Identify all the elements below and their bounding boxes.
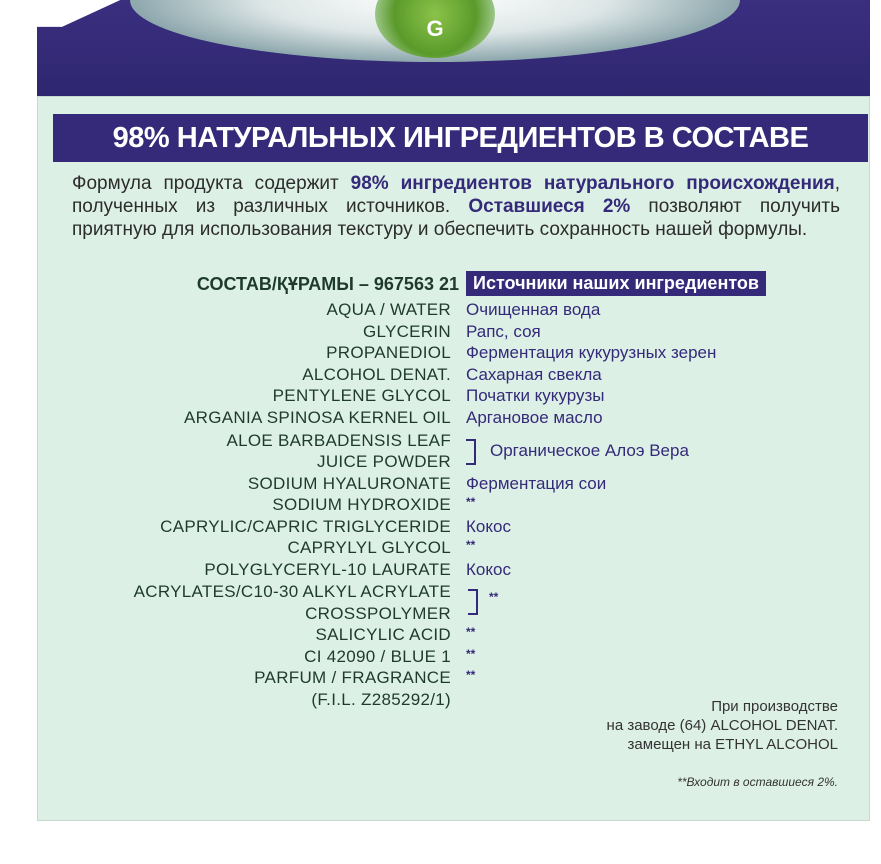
ingredient-name: CAPRYLIC/CAPRIC TRIGLYCERIDE [160, 517, 451, 536]
ingredient-source: Очищенная вода [466, 300, 601, 319]
intro-text-2: , полученных из различных источников. [72, 173, 840, 217]
note-line: При производстве [711, 698, 838, 715]
note-line: замещен на ETHYL ALCOHOL [627, 736, 838, 753]
intro-bold-2: Оставшиеся 2% [468, 196, 631, 217]
ingredient-name: AQUA / WATER [326, 300, 451, 319]
title-banner: 98% НАТУРАЛЬНЫХ ИНГРЕДИЕНТОВ В СОСТАВЕ [53, 114, 868, 162]
sources-header: Источники наших ингредиентов [466, 271, 766, 296]
ingredient-source: ** [466, 647, 476, 661]
ingredient-name: ARGANIA SPINOSA KERNEL OIL [184, 408, 451, 427]
ingredient-name: CROSSPOLYMER [305, 604, 451, 623]
ingredient-name: ACRYLATES/C10-30 ALKYL ACRYLATE [133, 582, 451, 601]
ingredient-name: PENTYLENE GLYCOL [272, 386, 451, 405]
group-bracket [468, 589, 478, 615]
intro-text-3: позволяют получить приятную для использования текстуру и обеспечить сохранность нашей формулы. [72, 196, 840, 240]
acrylates-source: ** [489, 590, 499, 604]
footnote: **Входит в оставшиеся 2%. [677, 775, 838, 789]
ingredient-name: CI 42090 / BLUE 1 [304, 647, 451, 666]
ingredient-source: ** [466, 625, 476, 639]
batch-code: (F.I.L. Z285292/1) [311, 690, 451, 709]
ingredient-name: PARFUM / FRAGRANCE [254, 668, 451, 687]
ingredient-source: Сахарная свекла [466, 365, 602, 384]
ingredient-name: SODIUM HYDROXIDE [272, 495, 451, 514]
intro-text-1: Формула продукта содержит [72, 173, 351, 194]
production-note [607, 697, 838, 754]
ingredient-name: ALOE BARBADENSIS LEAF [226, 431, 451, 450]
aloe-source: Органическое Алоэ Вера [490, 441, 689, 460]
ingredient-source: ** [466, 495, 476, 509]
ingredient-name: PROPANEDIOL [326, 343, 451, 362]
ingredient-name: POLYGLYCERYL-10 LAURATE [204, 560, 451, 579]
garnier-logo-icon: G [375, 0, 495, 58]
ingredient-source: ** [466, 668, 476, 682]
ingredient-source: Кокос [466, 560, 511, 579]
ingredient-name: GLYCERIN [362, 322, 451, 341]
ingredient-source: ** [466, 538, 476, 552]
ingredient-name: JUICE POWDER [317, 452, 451, 471]
ingredients-panel [37, 96, 870, 821]
ingredient-name: CAPRYLYL GLYCOL [287, 538, 451, 557]
intro-bold-1: 98% ингредиентов натурального происхождения [350, 173, 835, 194]
group-bracket [466, 439, 476, 465]
ingredient-name: ALCOHOL DENAT. [302, 365, 451, 384]
ingredient-source: Ферментация сои [466, 474, 607, 493]
ingredient-source: Початки кукурузы [466, 386, 605, 405]
ingredient-name: SODIUM HYALURONATE [247, 474, 451, 493]
ingredient-name: SALICYLIC ACID [315, 625, 451, 644]
ingredient-source: Рапс, соя [466, 322, 541, 341]
ingredient-source: Кокос [466, 517, 511, 536]
composition-header: СОСТАВ/ҚҰРАМЫ – 967563 21 [196, 274, 459, 294]
ingredient-source: Аргановое масло [466, 408, 603, 427]
note-line: на заводе (64) ALCOHOL DENAT. [606, 717, 838, 734]
ingredient-source: Ферментация кукурузных зерен [466, 343, 717, 362]
intro-paragraph [72, 172, 840, 241]
